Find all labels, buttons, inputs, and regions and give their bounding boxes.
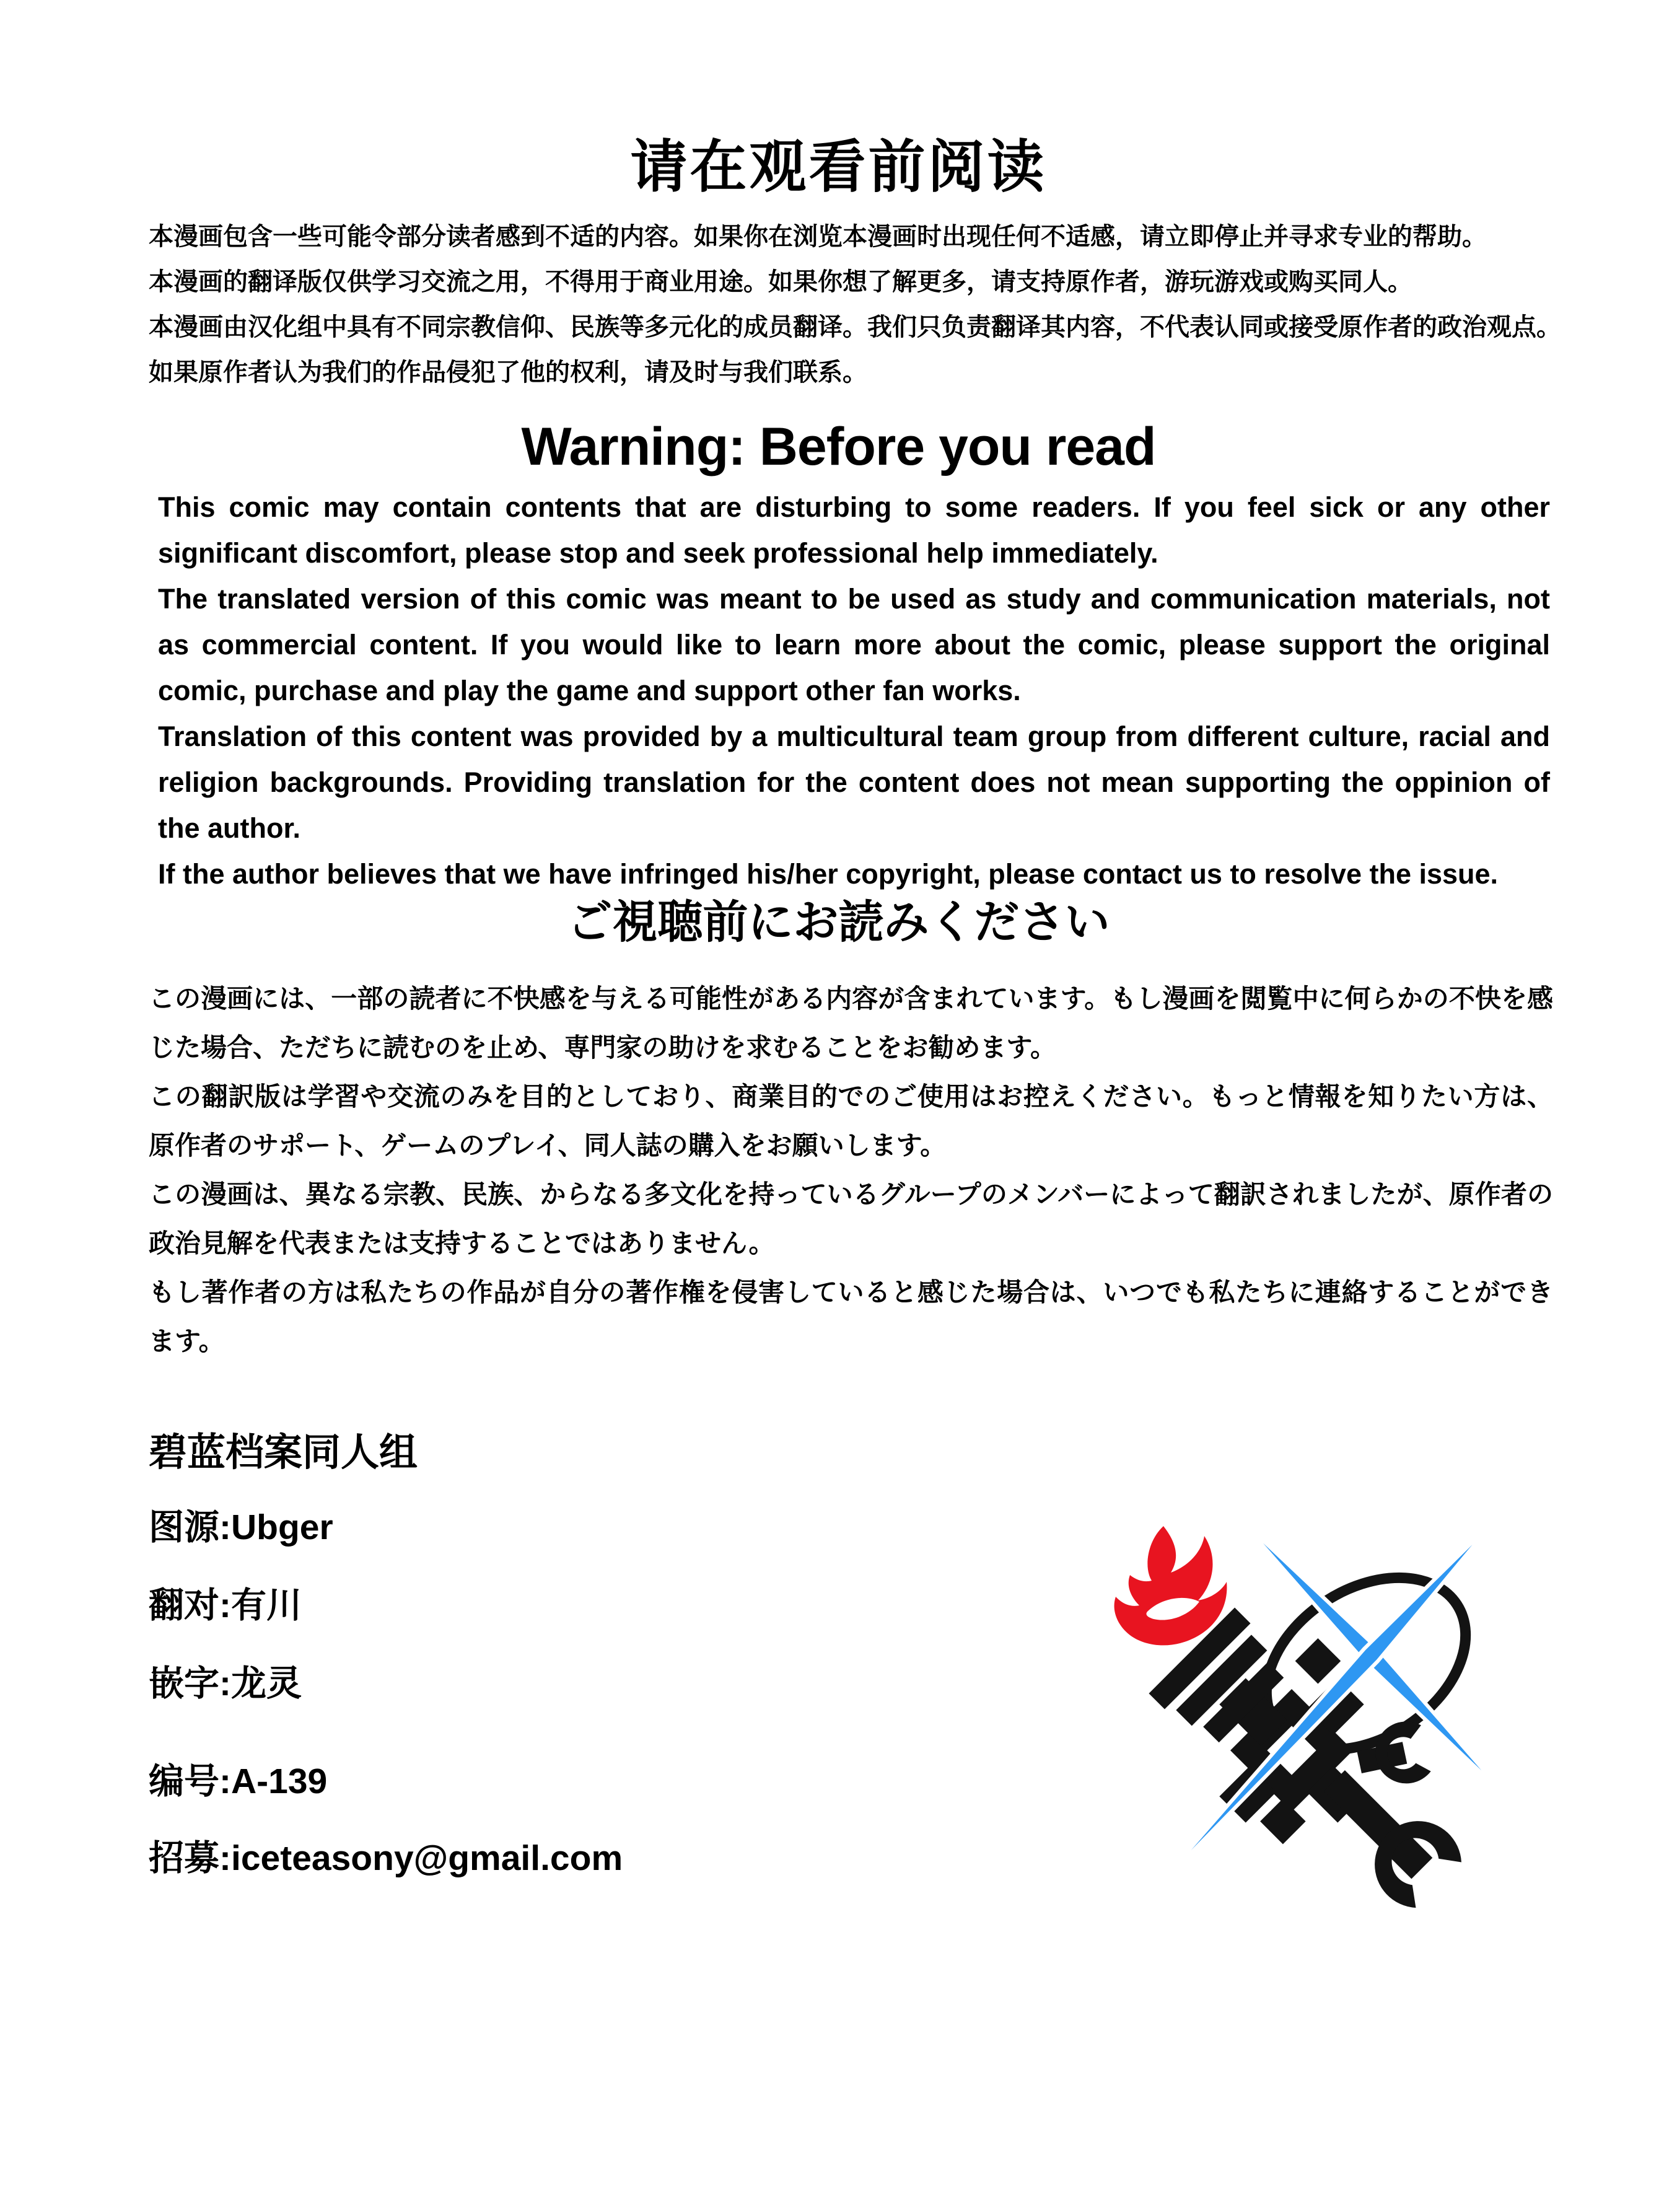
small-wrench-icon bbox=[1353, 1718, 1432, 1793]
english-paragraph-3: Translation of this content was provided by a multicultural team group from different culture, racial and religion backgrounds. Providing translation for the content does not mean supporting the oppinion of the author. bbox=[158, 721, 1550, 844]
japanese-title: ご視聴前にお読みください bbox=[567, 897, 1110, 947]
english-paragraph-2: The translated version of this comic was meant to be used as study and communication materials, not as commercial content. If you would like to learn more about the comic, please support the original comic, purchase and play the game and support other fan works. bbox=[158, 583, 1550, 706]
chinese-paragraphs bbox=[149, 214, 1561, 395]
chinese-paragraph-1: 本漫画包含一些可能令部分读者感到不适的内容。如果你在浏览本漫画时出现任何不适感，请立即停止并寻求专业的帮助。 bbox=[149, 223, 1487, 250]
japanese-paragraphs bbox=[149, 974, 1553, 1366]
credit-art-source: 图源:Ubger bbox=[149, 1508, 333, 1547]
japanese-paragraph-2: この翻訳版は学習や交流のみを目的としており、商業目的でのご使用はお控えください。もっと情報を知りたい方は、原作者のサポート、ゲームのプレイ、同人誌の購入をお願いします。 bbox=[149, 1082, 1553, 1160]
credit-translation-proof: 翻对:有川 bbox=[149, 1586, 302, 1625]
credit-typesetting: 嵌字:龙灵 bbox=[149, 1664, 302, 1703]
recruit-email: 招募:iceteasony@gmail.com bbox=[149, 1838, 623, 1878]
flame-icon bbox=[1114, 1526, 1227, 1645]
group-logo bbox=[1078, 1484, 1549, 1955]
chinese-paragraph-2: 本漫画的翻译版仅供学习交流之用，不得用于商业用途。如果你想了解更多，请支持原作者，游玩游戏或购买同人。 bbox=[149, 268, 1412, 296]
chinese-title: 请在观看前阅读 bbox=[630, 136, 1047, 199]
english-paragraph-1: This comic may contain contents that are disturbing to some readers. If you feel sick or any other significant discomfort, please stop and seek professional help immediately. bbox=[158, 491, 1550, 569]
gear-wrench-icon bbox=[1149, 1607, 1469, 1915]
chinese-paragraph-3: 本漫画由汉化组中具有不同宗教信仰、民族等多元化的成员翻译。我们只负责翻译其内容，不代表认同或接受原作者的政治观点。 bbox=[149, 314, 1561, 341]
english-title: Warning: Before you read bbox=[521, 417, 1156, 476]
chinese-paragraph-4: 如果原作者认为我们的作品侵犯了他的权利，请及时与我们联系。 bbox=[149, 359, 867, 386]
japanese-paragraph-3: この漫画は、異なる宗教、民族、からなる多文化を持っているグループのメンバーによって翻訳されましたが、原作者の政治見解を代表または支持することではありません。 bbox=[149, 1180, 1553, 1258]
japanese-paragraph-1: この漫画には、一部の読者に不快感を与える可能性がある内容が含まれています。もし漫画を閲覧中に何らかの不快を感じた場合、ただちに読むのを止め、専門家の助けを求むることをお勧めます。 bbox=[149, 984, 1553, 1062]
english-paragraphs bbox=[158, 485, 1550, 897]
group-name: 碧蓝档案同人组 bbox=[149, 1431, 418, 1474]
japanese-paragraph-4: もし著作者の方は私たちの作品が自分の著作権を侵害していると感じた場合は、いつでも私たちに連絡することができます。 bbox=[149, 1278, 1553, 1356]
serial-number: 编号:A-139 bbox=[149, 1762, 328, 1801]
english-paragraph-4: If the author believes that we have infringed his/her copyright, please contact us to resolve the issue. bbox=[158, 858, 1499, 890]
credits-block bbox=[149, 1431, 623, 1879]
